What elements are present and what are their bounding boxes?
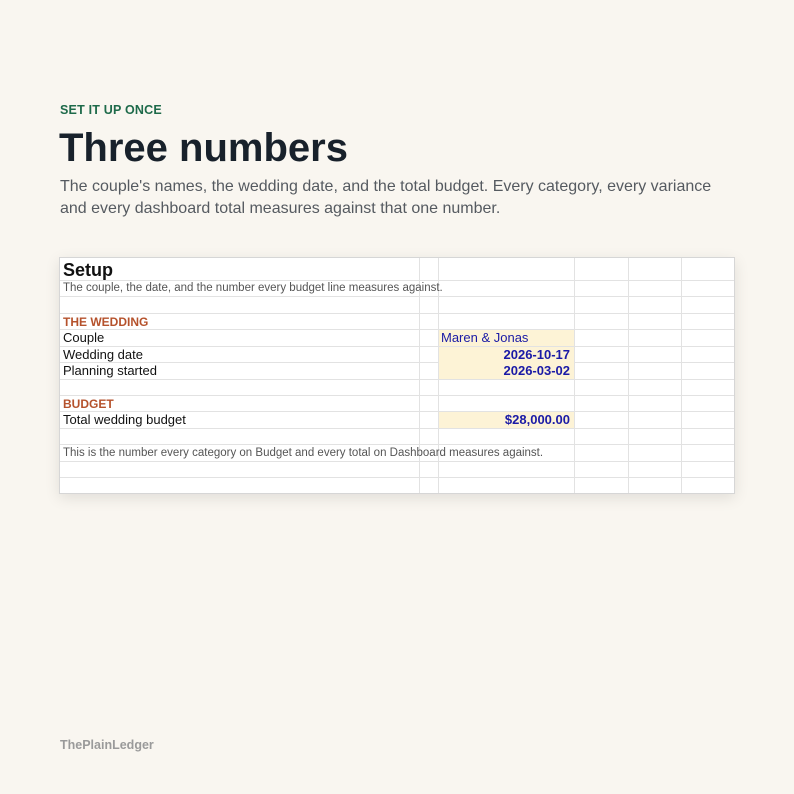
sheet-title: Setup bbox=[63, 260, 114, 280]
grid-row-line bbox=[60, 296, 734, 297]
eyebrow-label: SET IT UP ONCE bbox=[60, 103, 162, 117]
total-budget-label: Total wedding budget bbox=[63, 412, 186, 427]
grid-row-line bbox=[60, 428, 734, 429]
spreadsheet-panel bbox=[59, 257, 735, 494]
couple-input[interactable]: Maren & Jonas bbox=[441, 330, 529, 345]
grid-row-line bbox=[60, 395, 734, 396]
grid-column-line bbox=[574, 258, 575, 493]
planning-started-label: Planning started bbox=[63, 363, 157, 378]
couple-label: Couple bbox=[63, 330, 105, 345]
grid-row-line bbox=[60, 346, 734, 347]
sheet-description: The couple, the date, and the number every budget line measures against. bbox=[63, 282, 443, 294]
brand-footer: ThePlainLedger bbox=[60, 738, 154, 752]
total-budget-input[interactable]: $28,000.00 bbox=[504, 412, 570, 427]
grid-column-line bbox=[628, 258, 629, 493]
grid-row-line bbox=[60, 329, 734, 330]
grid-row-line bbox=[60, 461, 734, 462]
page-subtitle: The couple's names, the wedding date, and the total budget. Every category, every variance and every dashboard total measures against that one number. bbox=[60, 178, 712, 217]
planning-started-input[interactable]: 2026-03-02 bbox=[503, 363, 570, 378]
section-header-budget: BUDGET bbox=[63, 397, 114, 411]
grid-row-line bbox=[60, 313, 734, 314]
grid-row-line bbox=[60, 477, 734, 478]
grid-row-line bbox=[60, 379, 734, 380]
wedding-date-label: Wedding date bbox=[63, 347, 143, 362]
grid-column-line bbox=[681, 258, 682, 493]
page-title: Three numbers bbox=[59, 126, 348, 170]
wedding-date-input[interactable]: 2026-10-17 bbox=[503, 347, 570, 362]
budget-note: This is the number every category on Budget and every total on Dashboard measures against. bbox=[63, 447, 544, 459]
section-header-wedding: THE WEDDING bbox=[63, 315, 149, 329]
grid-row-line bbox=[60, 362, 734, 363]
